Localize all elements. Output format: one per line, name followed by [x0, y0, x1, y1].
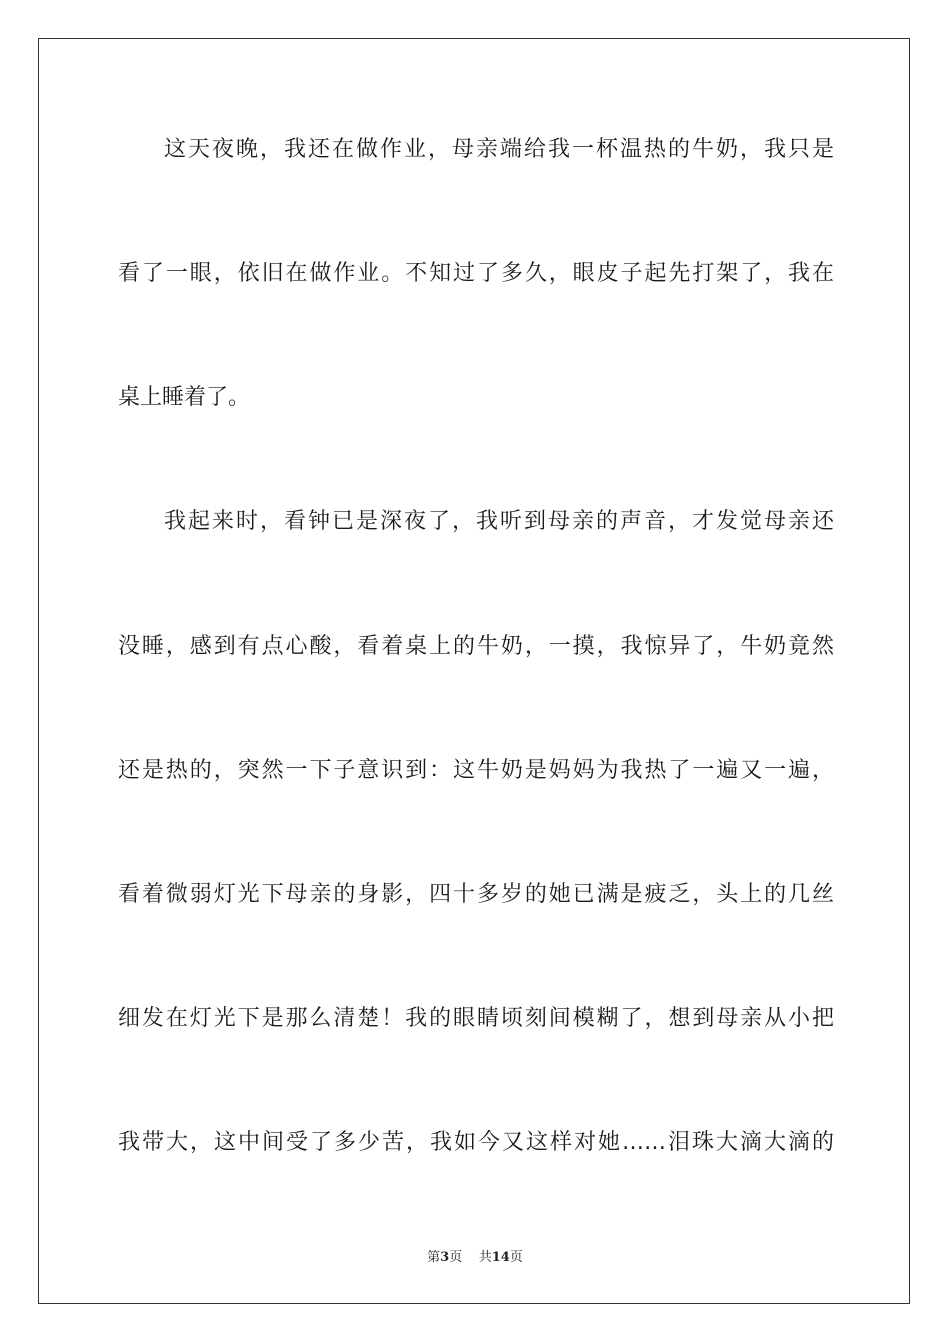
footer-page-suffix: 页: [449, 1250, 463, 1265]
footer-total-pages: 14: [491, 1250, 510, 1265]
paragraph-2-line-5: 细发在灯光下是那么清楚！我的眼睛顷刻间模糊了，想到母亲从小把: [118, 1006, 834, 1031]
paragraph-1-line-3: 桌上睡着了。: [118, 385, 251, 410]
paragraph-2-line-3: 还是热的，突然一下子意识到：这牛奶是妈妈为我热了一遍又一遍，: [118, 758, 834, 783]
footer-total-suffix: 页: [509, 1250, 523, 1265]
paragraph-2-line-2: 没睡，感到有点心酸，看着桌上的牛奶，一摸，我惊异了，牛奶竟然: [118, 634, 834, 659]
paragraph-2-line-6: 我带大，这中间受了多少苦，我如今又这样对她……泪珠大滴大滴的: [118, 1130, 834, 1155]
footer-page-prefix: 第: [427, 1250, 441, 1265]
paragraph-2-line-4: 看着微弱灯光下母亲的身影，四十多岁的她已满是疲乏，头上的几丝: [118, 882, 834, 907]
footer-page-number: 3: [440, 1250, 450, 1265]
page-footer: [0, 1246, 950, 1265]
paragraph-1-line-2: 看了一眼，依旧在做作业。不知过了多久，眼皮子起先打架了，我在: [118, 261, 834, 286]
paragraph-2-line-1: 我起来时，看钟已是深夜了，我听到母亲的声音，才发觉母亲还: [164, 509, 834, 534]
paragraph-1-line-1: 这天夜晚，我还在做作业，母亲端给我一杯温热的牛奶，我只是: [164, 137, 834, 162]
page-frame: [38, 38, 910, 1304]
footer-total-prefix: 共: [478, 1250, 492, 1265]
